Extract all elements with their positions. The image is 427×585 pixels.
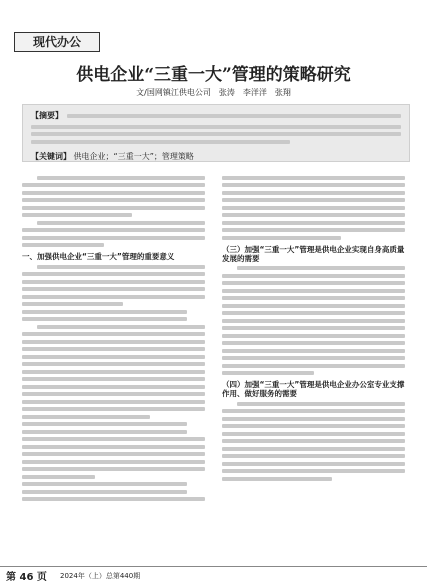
issue-info: 2024年（上）总第440期 (60, 572, 141, 580)
abstract-text-line (31, 132, 401, 136)
text-line (22, 317, 187, 321)
keywords-row (31, 151, 194, 162)
text-line (22, 407, 205, 411)
text-line (222, 326, 405, 330)
text-line (22, 460, 205, 464)
abstract-box (22, 104, 410, 162)
abstract-label: 【摘要】 (31, 111, 63, 120)
text-line (222, 447, 405, 451)
text-line (222, 176, 405, 180)
text-line (222, 356, 405, 360)
text-line (222, 417, 405, 421)
text-line (22, 213, 132, 217)
text-line (22, 482, 187, 486)
text-line (222, 371, 314, 375)
text-line (37, 325, 205, 329)
text-line (22, 191, 205, 195)
section-tab: 现代办公 (14, 32, 100, 52)
text-line (22, 430, 187, 434)
text-line (22, 497, 205, 501)
text-line (222, 424, 405, 428)
text-line (222, 213, 405, 217)
page-footer (0, 566, 427, 585)
text-line (222, 439, 405, 443)
text-line (22, 198, 205, 202)
subheading-1: 一、加强供电企业“三重一大”管理的重要意义 (22, 252, 175, 261)
text-line (22, 422, 187, 426)
text-line (22, 280, 205, 284)
text-line (222, 477, 332, 481)
text-line (222, 236, 341, 240)
text-line (22, 310, 187, 314)
article-title: 供电企业“三重一大”管理的策略研究 (76, 65, 351, 85)
text-line (222, 221, 405, 225)
text-line (22, 243, 104, 247)
text-line (22, 332, 205, 336)
text-line (22, 452, 205, 456)
page-number: 第 46 页 (6, 572, 47, 583)
text-line (222, 228, 405, 232)
text-line (22, 415, 150, 419)
text-line (222, 281, 405, 285)
text-line (22, 287, 205, 291)
text-line (22, 445, 205, 449)
text-line (22, 302, 123, 306)
text-line (222, 191, 405, 195)
text-line (22, 362, 205, 366)
footer-rule (0, 566, 427, 567)
text-line (22, 377, 205, 381)
text-line (37, 176, 205, 180)
text-line (222, 349, 405, 353)
subheading-3: （三）加强“三重一大”管理是供电企业实现自身高质量发展的需要 (222, 244, 405, 263)
text-line (222, 341, 405, 345)
text-line (222, 304, 405, 308)
text-line (237, 266, 405, 270)
text-line (222, 274, 405, 278)
text-line (237, 402, 405, 406)
text-line (222, 334, 405, 338)
text-line (222, 198, 405, 202)
keywords-label: 【关键词】 (31, 152, 71, 161)
keywords-text: 供电企业；“三重一大”；管理策略 (73, 152, 194, 161)
text-line (22, 392, 205, 396)
abstract-text-line (67, 114, 401, 118)
text-line (22, 370, 205, 374)
text-line (222, 311, 405, 315)
text-line (22, 340, 205, 344)
text-line (222, 364, 405, 368)
text-line (22, 347, 205, 351)
text-line (222, 469, 405, 473)
text-line (22, 437, 205, 441)
right-column (222, 172, 405, 484)
text-line (22, 475, 95, 479)
text-line (222, 462, 405, 466)
text-line (22, 183, 205, 187)
text-line (37, 265, 205, 269)
text-line (222, 206, 405, 210)
text-line (222, 454, 405, 458)
text-line (22, 385, 205, 389)
text-line (222, 319, 405, 323)
text-line (22, 206, 205, 210)
text-line (37, 221, 205, 225)
author-line: 文/国网镇江供电公司 张涛 李洋洋 张翔 (136, 88, 291, 97)
text-line (22, 467, 205, 471)
abstract-text-line (31, 140, 290, 144)
text-line (22, 490, 187, 494)
text-line (222, 296, 405, 300)
text-line (22, 355, 205, 359)
text-line (222, 409, 405, 413)
subheading-4: （四）加强“三重一大”管理是供电企业办公室专业支撑作用、做好服务的需要 (222, 380, 405, 398)
text-line (222, 183, 405, 187)
text-line (222, 289, 405, 293)
text-line (222, 432, 405, 436)
text-line (22, 400, 205, 404)
text-line (22, 236, 205, 240)
text-line (22, 228, 205, 232)
left-column (22, 172, 205, 505)
text-line (22, 295, 205, 299)
abstract-text-line (31, 125, 401, 129)
text-line (22, 272, 205, 276)
